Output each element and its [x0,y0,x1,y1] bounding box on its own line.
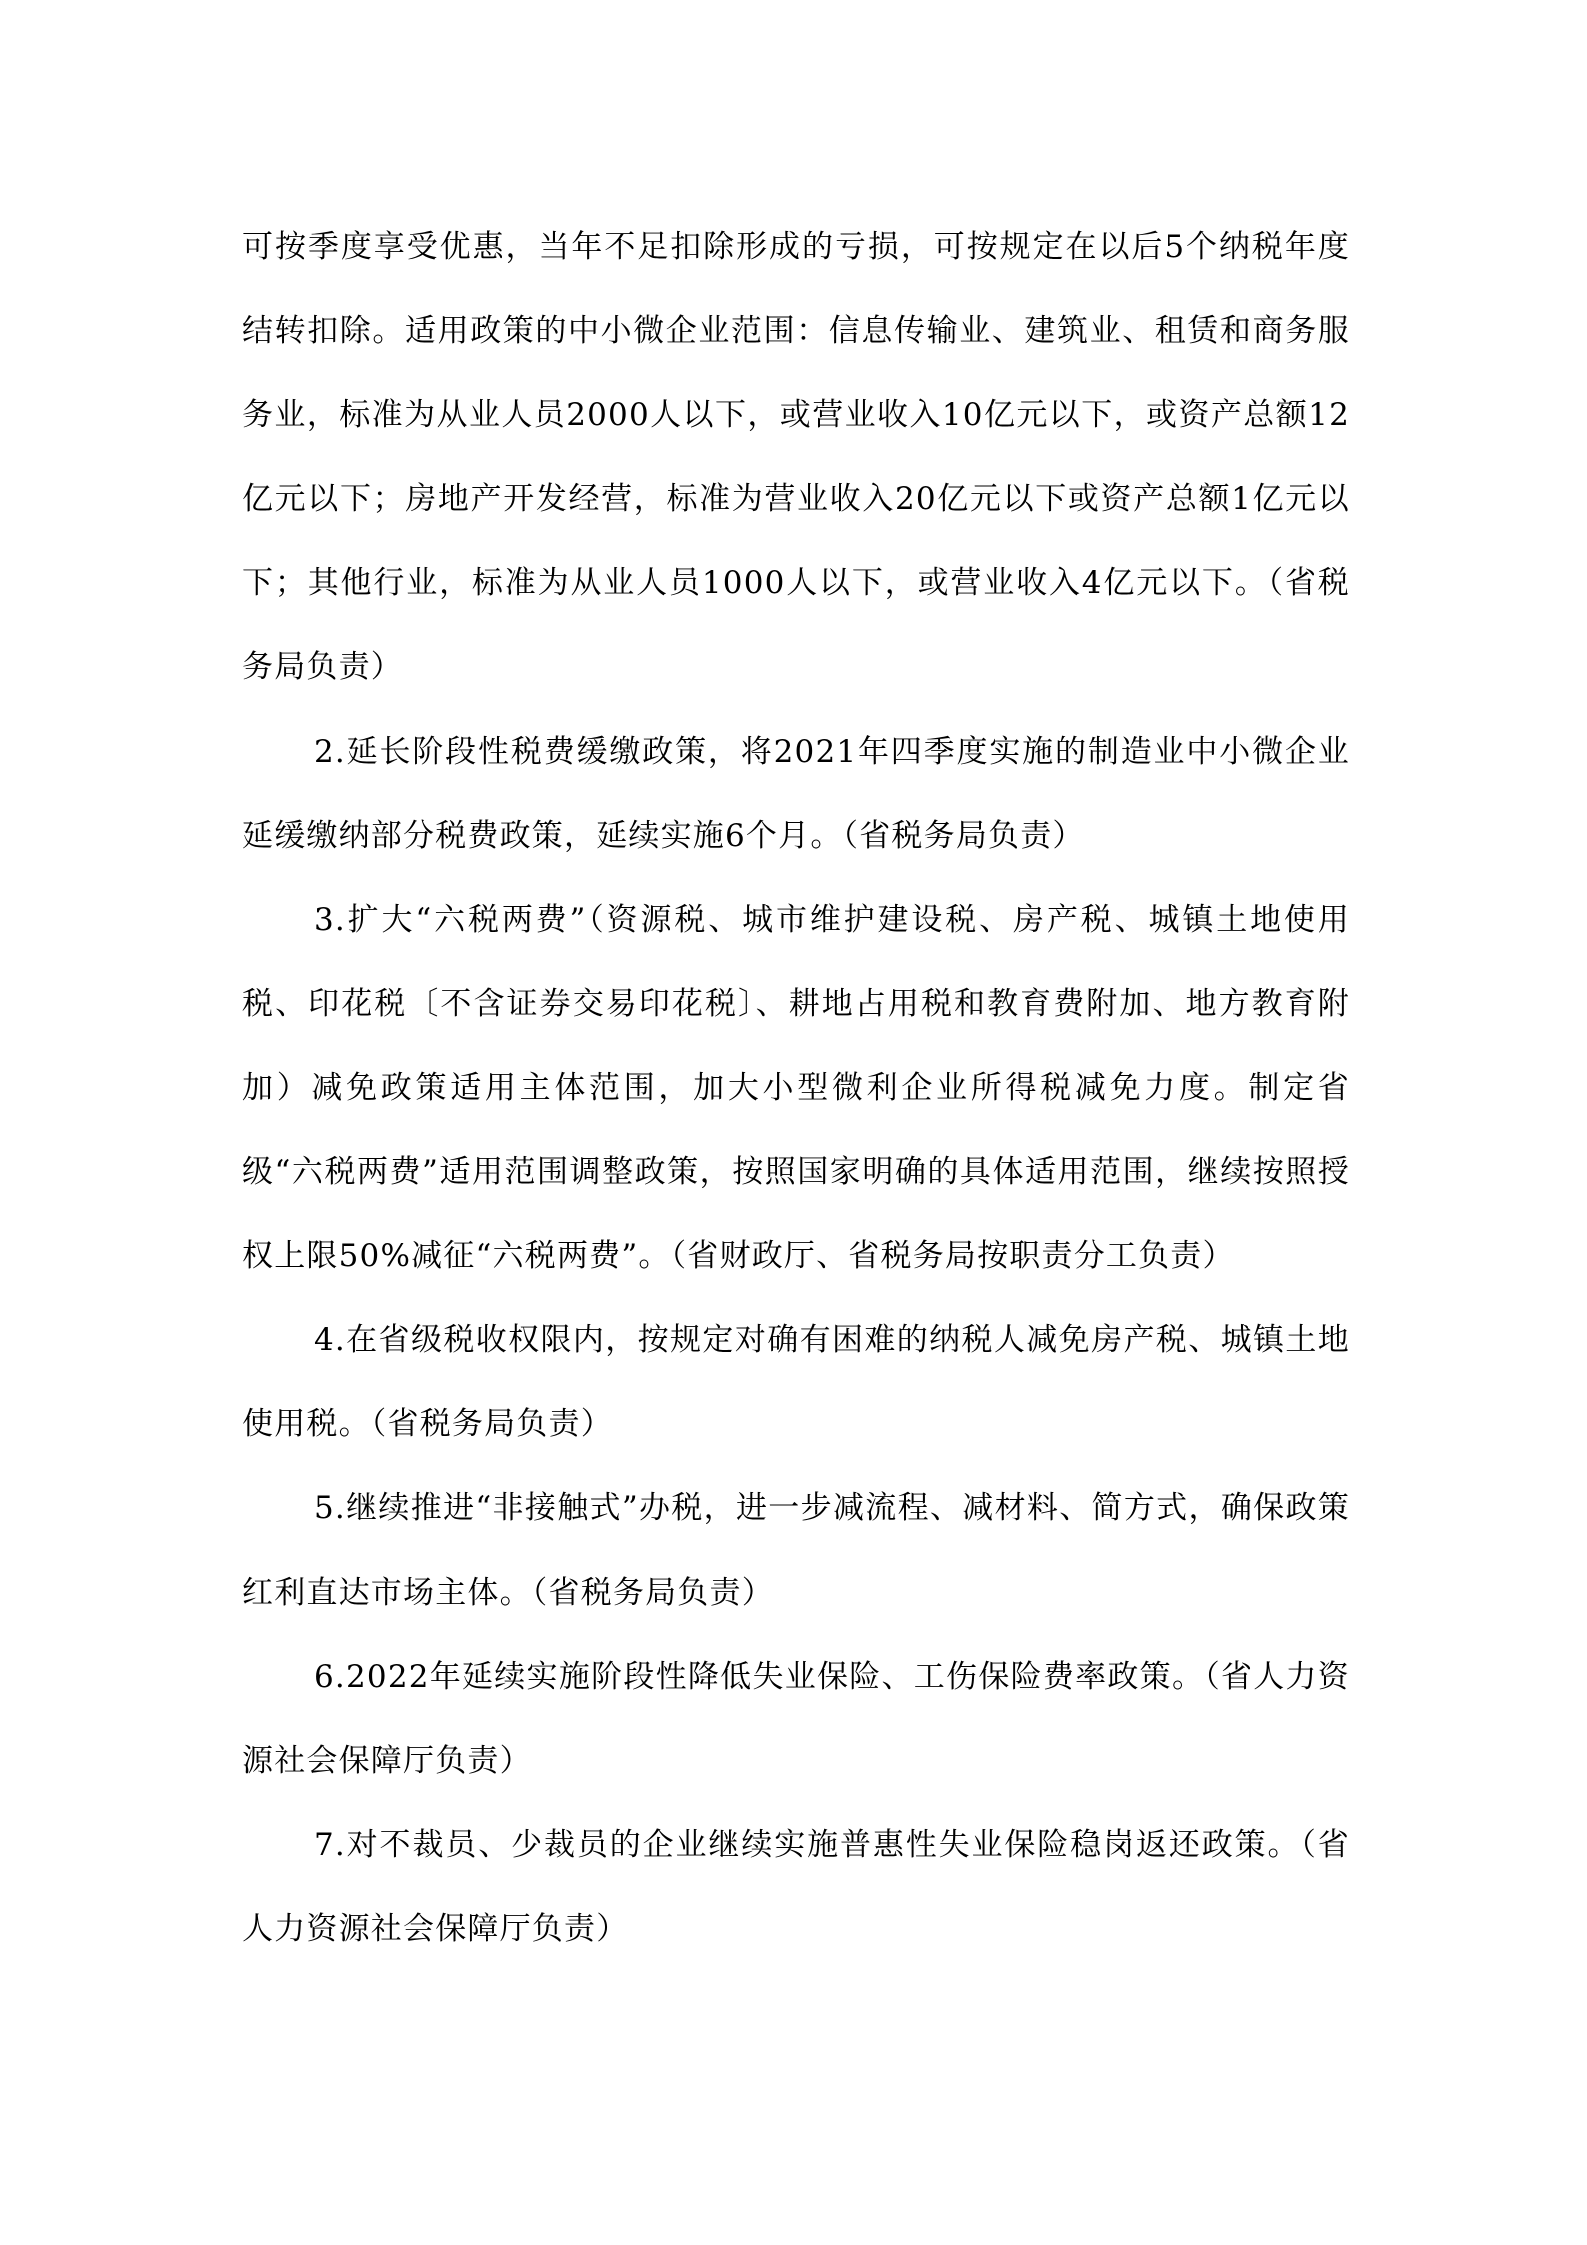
paragraph-item-3: 3.扩大“六税两费”（资源税、城市维护建设税、房产税、城镇土地使用税、印花税〔不含证券交易印花税〕、耕地占用税和教育费附加、地方教育附加）减免政策适用主体范围，加大小型微利企业所得税减免力度。制定省级“六税两费”适用范围调整政策，按照国家明确的具体适用范围，继续按照授权上限50%减征“六税两费”。（省财政厅、省税务局按职责分工负责） [242,901,1350,1275]
paragraph-item-4: 4.在省级税收权限内，按规定对确有困难的纳税人减免房产税、城镇土地使用税。（省税务局负责） [242,1322,1350,1443]
paragraph-item-5: 5.继续推进“非接触式”办税，进一步减流程、减材料、简方式，确保政策红利直达市场主体。（省税务局负责） [242,1490,1350,1611]
paragraph-item-2: 2.延长阶段性税费缓缴政策，将2021年四季度实施的制造业中小微企业延缓缴纳部分税费政策，延续实施6个月。（省税务局负责） [242,733,1350,854]
document-body [242,205,1350,1971]
paragraph-item-7: 7.对不裁员、少裁员的企业继续实施普惠性失业保险稳岗返还政策。（省人力资源社会保障厅负责） [242,1826,1350,1947]
paragraph-continuation: 可按季度享受优惠，当年不足扣除形成的亏损，可按规定在以后5个纳税年度结转扣除。适用政策的中小微企业范围：信息传输业、建筑业、租赁和商务服务业，标准为从业人员2000人以下，或营业收入10亿元以下，或资产总额12亿元以下；房地产开发经营，标准为营业收入20亿元以下或资产总额1亿元以下；其他行业，标准为从业人员1000人以下，或营业收入4亿元以下。（省税务局负责） [242,229,1350,686]
paragraph-item-6: 6.2022年延续实施阶段性降低失业保险、工伤保险费率政策。（省人力资源社会保障厅负责） [242,1658,1350,1779]
